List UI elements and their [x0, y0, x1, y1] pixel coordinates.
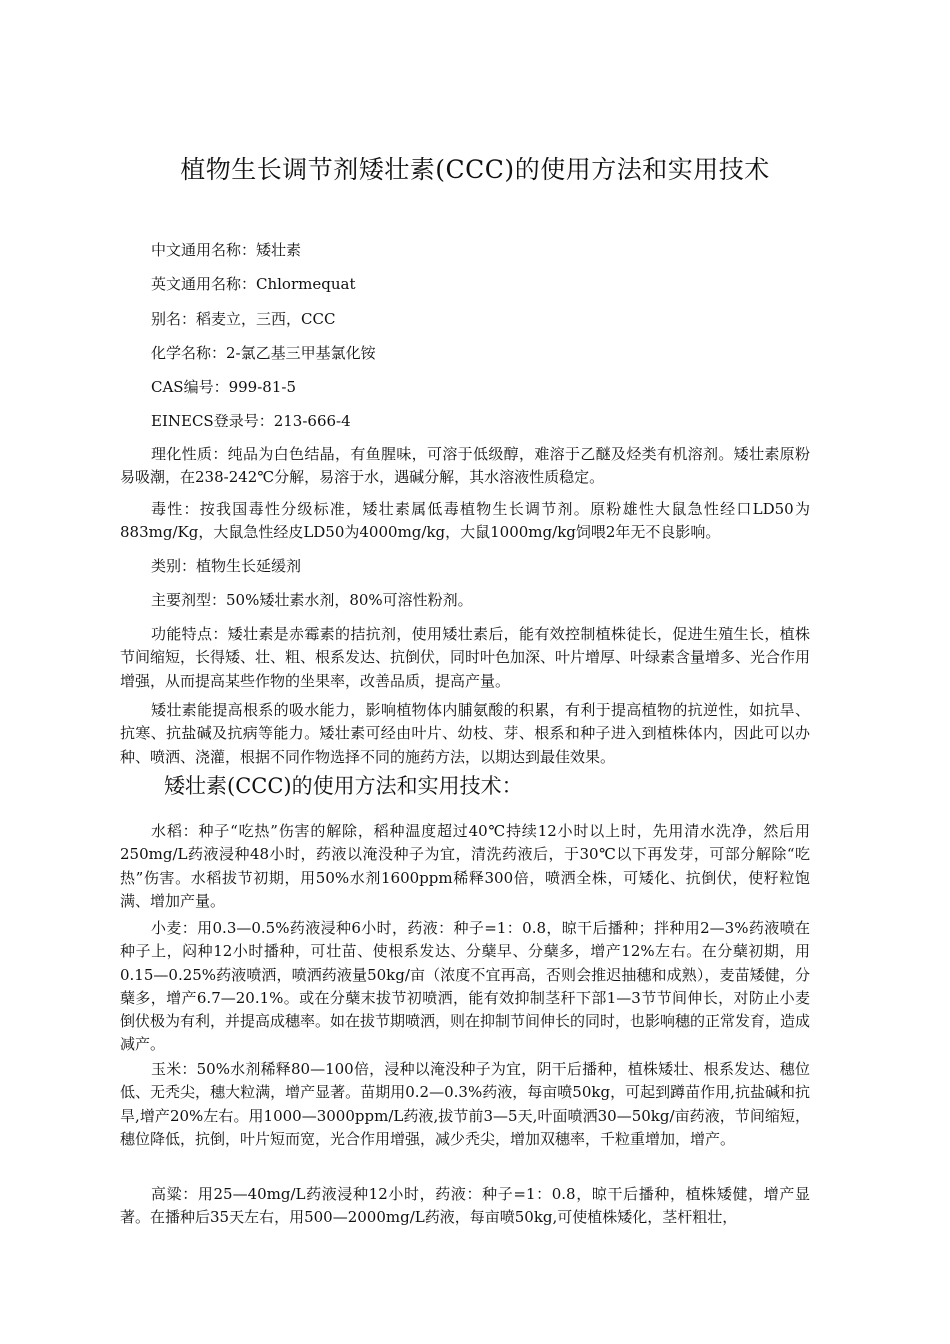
paragraph-rice: 水稻：种子“吃热”伤害的解除，稻种温度超过40℃持续12小时以上时，先用清水洗净，然后用250mg/L药液浸种48小时，药液以淹没种子为宜，清洗药液后，于30℃以下再发芽，可部分解除“吃热”伤害。水稻拔节初期，用50%水剂1600ppm稀释300倍，喷洒全株，可矮化、抗倒伏，使籽粒饱满、增加产量。	[120, 822, 810, 910]
document-title: 植物生长调节剂矮壮素(CCC)的使用方法和实用技术	[180, 155, 770, 184]
paragraph-sorghum: 高粱：用25—40mg/L药液浸种12小时，药液：种子=1：0.8，晾干后播种，植株矮健，增产显著。在播种后35天左右，用500—2000mg/L药液，每亩喷50kg,可使植株矮化，茎杆粗壮，	[120, 1185, 810, 1227]
paragraph-formulation: 主要剂型：50%矮壮素水剂，80%可溶性粉剂。	[151, 591, 473, 609]
field-cas-number: CAS编号：999-81-5	[151, 378, 296, 396]
paragraph-category: 类别：植物生长延缓剂	[151, 557, 302, 575]
paragraph-absorption: 矮壮素能提高根系的吸水能力，影响植物体内脯氨酸的积累，有利于提高植物的抗逆性，如抗旱、抗寒、抗盐碱及抗病等能力。矮壮素可经由叶片、幼枝、芽、根系和种子进入到植株体内，因此可以办种、喷洒、浇灌，根据不同作物选择不同的施药方法，以期达到最佳效果。	[120, 701, 810, 766]
paragraph-properties: 理化性质：纯品为白色结晶，有鱼腥味，可溶于低级醇，难溶于乙醚及烃类有机溶剂。矮壮素原粉易吸潮，在238-242℃分解，易溶于水，遇碱分解，其水溶液性质稳定。	[120, 445, 810, 487]
field-alias: 别名：稻麦立，三西，CCC	[151, 310, 336, 328]
field-english-name: 英文通用名称：Chlormequat	[151, 275, 356, 293]
field-einecs-number: EINECS登录号：213-666-4	[151, 412, 351, 430]
paragraph-toxicity: 毒性：按我国毒性分级标准，矮壮素属低毒植物生长调节剂。原粉雄性大鼠急性经口LD50为883mg/Kg，大鼠急性经皮LD50为4000mg/kg，大鼠1000mg/kg饲喂2年无不良影响。	[120, 500, 810, 542]
field-chinese-name: 中文通用名称：矮壮素	[151, 241, 302, 259]
field-chemical-name: 化学名称：2-氯乙基三甲基氯化铵	[151, 344, 376, 362]
section-title: 矮壮素(CCC)的使用方法和实用技术：	[164, 774, 523, 798]
paragraph-wheat: 小麦：用0.3—0.5%药液浸种6小时，药液：种子=1：0.8，晾干后播种；拌种用2—3%药液喷在种子上，闷种12小时播种，可壮苗、使根系发达、分蘖早、分蘖多，增产12%左右。在分蘖初期，用0.15—0.25%药液喷洒，喷洒药液量50kg/亩（浓度不宜再高，否则会推迟抽穗和成熟），麦苗矮健，分蘖多，增产6.7—20.1%。或在分蘖末拔节初喷洒，能有效抑制茎秆下部1—3节节间伸长，对防止小麦倒伏极为有利，并提高成穗率。如在拔节期喷洒，则在抑制节间伸长的同时，也影响穗的正常发育，造成减产。	[120, 919, 811, 1054]
paragraph-features: 功能特点：矮壮素是赤霉素的拮抗剂，使用矮壮素后，能有效控制植株徒长，促进生殖生长，植株节间缩短，长得矮、壮、粗、根系发达、抗倒伏，同时叶色加深、叶片增厚、叶绿素含量增多、光合作用增强，从而提高某些作物的坐果率，改善品质，提高产量。	[120, 625, 811, 690]
paragraph-corn: 玉米：50%水剂稀释80—100倍，浸种以淹没种子为宜，阴干后播种，植株矮壮、根系发达、穗位低、无秃尖，穗大粒满，增产显著。苗期用0.2—0.3%药液，每亩喷50kg，可起到蹲苗作用,抗盐碱和抗旱,增产20%左右。用1000—3000ppm/L药液,拔节前3—5天,叶面喷洒30—50kg/亩药液，节间缩短，穗位降低，抗倒，叶片短而宽，光合作用增强，减少秃尖，增加双穗率，千粒重增加，增产。	[120, 1060, 810, 1148]
